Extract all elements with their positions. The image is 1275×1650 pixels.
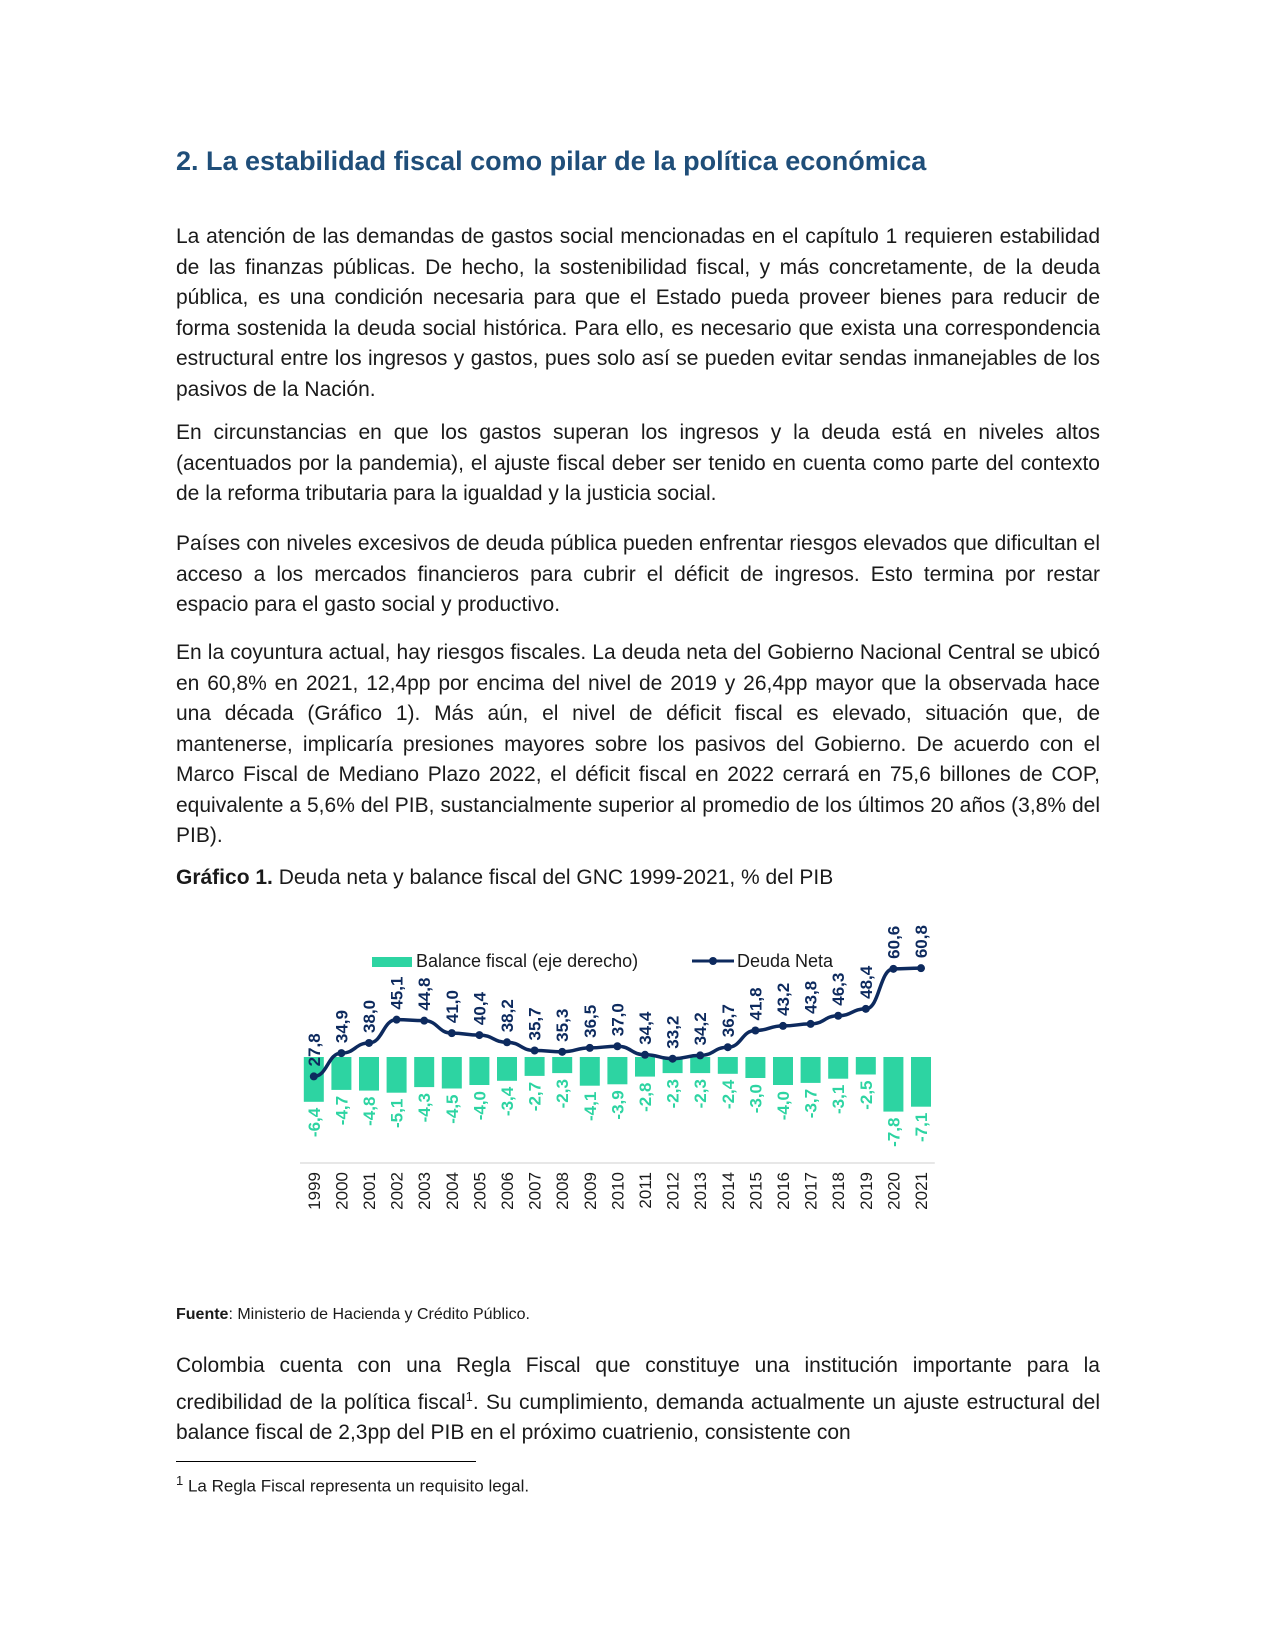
balance-bar-2020 [883,1057,903,1112]
x-tick-2019: 2019 [856,1172,876,1210]
chart-source-label: Fuente [176,1306,229,1323]
balance-bar-2015 [745,1057,765,1078]
paragraph-5 [176,1351,1100,1449]
debt-label-2012: 33,2 [663,1015,683,1049]
balance-bar-2008 [552,1057,572,1073]
debt-label-2008: 35,3 [553,1008,573,1042]
balance-bar-2016 [773,1057,793,1085]
balance-bar-2007 [525,1057,545,1076]
balance-bar-2018 [828,1057,848,1079]
balance-label-2014: -2,4 [718,1079,738,1110]
debt-label-2003: 44,8 [415,977,435,1011]
x-tick-2005: 2005 [470,1172,490,1210]
balance-bar-2003 [414,1057,434,1087]
x-tick-2011: 2011 [636,1172,655,1209]
balance-bar-2011 [635,1057,655,1077]
debt-point-2008 [558,1048,566,1056]
x-tick-2008: 2008 [553,1172,573,1210]
legend-marker-debt [709,957,717,965]
balance-label-2018: -3,1 [829,1084,849,1114]
debt-label-2014: 36,7 [718,1004,738,1038]
debt-label-2000: 34,9 [332,1010,352,1044]
balance-label-2004: -4,5 [442,1094,462,1124]
balance-bar-2002 [387,1057,407,1093]
debt-point-2007 [531,1047,539,1055]
legend-swatch-balance [372,957,412,967]
balance-bar-2017 [801,1057,821,1083]
balance-label-2016: -4,0 [774,1091,793,1121]
balance-label-2001: -4,8 [360,1096,379,1126]
debt-label-2021: 60,8 [912,925,931,959]
debt-point-2017 [807,1020,815,1028]
debt-label-2016: 43,2 [774,982,793,1016]
legend-label-debt: Deuda Neta [737,951,834,971]
chart-caption-label: Gráfico 1. [176,866,273,889]
chart-source [176,1306,530,1324]
debt-point-2014 [724,1043,732,1051]
balance-label-2009: -4,1 [580,1091,600,1121]
debt-point-2016 [779,1022,787,1030]
debt-point-2005 [475,1031,483,1039]
x-tick-2021: 2021 [912,1172,931,1210]
legend-label-balance: Balance fiscal (eje derecho) [416,951,639,971]
balance-bar-2010 [607,1057,627,1084]
x-tick-2012: 2012 [663,1172,683,1210]
debt-balance-chart [290,920,980,1245]
footnote-text: La Regla Fiscal representa un requisito legal. [183,1476,530,1496]
footnote [176,1473,529,1497]
paragraph-4: En la coyuntura actual, hay riesgos fiscales. La deuda neta del Gobierno Nacional Central se ubicó en 60,8% en 2021, 12,4pp por encima del nivel de 2019 y 26,4pp mayor que la observada hace una década (Gráfico 1). Más aún, el nivel de déficit fiscal es elevado, situación que, de mantenerse, implicaría presiones mayores sobre los pasivos del Gobierno. De acuerdo con el Marco Fiscal de Mediano Plazo 2022, el déficit fiscal en 2022 cerrará en 75,6 billones de COP, equivalente a 5,6% del PIB, sustancialmente superior al promedio de los últimos 20 años (3,8% del PIB). [176,641,1100,847]
balance-label-2002: -5,1 [387,1098,407,1128]
chart-source-text: : Ministerio de Hacienda y Crédito Público. [228,1306,530,1323]
debt-label-2006: 38,2 [498,999,517,1033]
x-tick-2004: 2004 [442,1172,462,1210]
balance-label-2007: -2,7 [525,1081,545,1112]
debt-point-2011 [641,1051,649,1059]
debt-label-2001: 38,0 [360,999,379,1033]
debt-point-2020 [889,965,897,973]
balance-bar-2000 [331,1057,351,1090]
paragraph-5-end: . Su cumplimiento, demanda actualmente un ajuste estructural del balance fiscal de 2,3pp del PIB en el próximo cuatrienio, consistente con [176,1390,1100,1444]
debt-point-2002 [393,1016,401,1024]
balance-label-2010: -3,9 [608,1090,628,1120]
x-tick-2000: 2000 [332,1172,352,1210]
debt-label-2004: 41,0 [442,990,462,1024]
x-tick-2001: 2001 [360,1172,379,1210]
balance-bar-2001 [359,1057,379,1091]
balance-label-2000: -4,7 [332,1095,352,1126]
debt-label-1999: 27,8 [304,1033,324,1067]
debt-point-2009 [586,1044,594,1052]
balance-label-2015: -3,0 [746,1084,766,1114]
x-tick-2014: 2014 [718,1172,738,1210]
debt-point-2001 [365,1039,373,1047]
debt-point-1999 [310,1072,318,1080]
x-tick-2007: 2007 [525,1172,545,1210]
debt-point-2004 [448,1029,456,1037]
balance-label-1999: -6,4 [304,1107,324,1138]
balance-label-2008: -2,3 [553,1079,573,1109]
debt-label-2015: 41,8 [746,987,766,1021]
debt-point-2000 [337,1049,345,1057]
debt-point-2018 [834,1012,842,1020]
balance-label-2019: -2,5 [856,1080,876,1110]
balance-label-2006: -3,4 [498,1086,517,1117]
paragraph-2: En circunstancias en que los gastos superan los ingresos y la deuda está en niveles altos (acentuados por la pandemia), el ajuste fiscal deber ser tenido en cuenta como parte del contexto de la reforma tributaria para la igualdad y la justicia social. [176,421,1100,505]
debt-label-2020: 60,6 [884,925,904,959]
debt-point-2019 [862,1005,870,1013]
debt-label-2018: 46,3 [829,972,849,1006]
chart-caption [176,866,833,890]
x-tick-1999: 1999 [304,1172,324,1210]
debt-point-2006 [503,1038,511,1046]
debt-point-2010 [613,1042,621,1050]
x-tick-2013: 2013 [691,1172,711,1210]
debt-point-2013 [696,1051,704,1059]
debt-label-2007: 35,7 [525,1007,545,1041]
balance-label-2021: -7,1 [912,1112,931,1142]
balance-label-2020: -7,8 [884,1117,904,1147]
balance-label-2003: -4,3 [415,1093,435,1123]
debt-label-2002: 45,1 [387,976,407,1010]
debt-label-2017: 43,8 [801,980,821,1014]
x-tick-2002: 2002 [387,1172,407,1210]
footnote-reference[interactable]: 1 [465,1388,473,1404]
x-tick-2015: 2015 [746,1172,766,1210]
balance-label-2011: -2,8 [636,1082,655,1112]
balance-label-2012: -2,3 [663,1079,683,1109]
debt-label-2019: 48,4 [856,965,876,999]
x-tick-2010: 2010 [608,1172,628,1210]
footnote-mark: 1 [176,1473,184,1488]
balance-bar-2021 [911,1057,931,1107]
x-tick-2009: 2009 [580,1172,600,1210]
debt-label-2013: 34,2 [691,1012,711,1046]
debt-point-2012 [669,1055,677,1063]
footnote-divider [176,1461,476,1462]
debt-label-2009: 36,5 [580,1004,600,1038]
paragraph-5-start: Colombia cuenta con una Regla Fiscal que constituye una institución importante para la credibilidad de la política fiscal [176,1354,1100,1414]
x-tick-2006: 2006 [498,1172,517,1210]
balance-bar-2019 [856,1057,876,1075]
paragraph-1: La atención de las demandas de gastos social mencionadas en el capítulo 1 requieren estabilidad de las finanzas públicas. De hecho, la sostenibilidad fiscal, y más concretamente, de la deuda pública, es una condición necesaria para que el Estado pueda proveer bienes para reducir de forma sostenida la deuda social histórica. Para ello, es necesario que exista una correspondencia estructural entre los ingresos y gastos, pues solo así se pueden evitar sendas inmanejables de los pasivos de la Nación. [176,225,1100,401]
balance-bar-2005 [469,1057,489,1085]
debt-point-2003 [420,1017,428,1025]
paragraph-3: Países con niveles excesivos de deuda pública pueden enfrentar riesgos elevados que dificultan el acceso a los mercados financieros para cubrir el déficit de ingresos. Esto termina por restar espacio para el gasto social y productivo. [176,532,1100,616]
x-tick-2020: 2020 [884,1172,904,1210]
x-tick-2016: 2016 [774,1172,793,1210]
debt-label-2011: 34,4 [636,1011,655,1045]
debt-label-2005: 40,4 [470,991,490,1026]
x-tick-2018: 2018 [829,1172,849,1210]
chart-caption-text: Deuda neta y balance fiscal del GNC 1999-2021, % del PIB [272,866,834,889]
debt-point-2021 [917,964,925,972]
balance-bar-2014 [718,1057,738,1074]
balance-label-2005: -4,0 [470,1091,490,1121]
balance-bar-2009 [580,1057,600,1086]
debt-point-2015 [751,1026,759,1034]
debt-label-2010: 37,0 [608,1003,628,1037]
balance-bar-2004 [442,1057,462,1089]
x-tick-2017: 2017 [801,1172,821,1210]
x-tick-2003: 2003 [415,1172,435,1210]
balance-label-2013: -2,3 [691,1079,711,1109]
balance-bar-2006 [497,1057,517,1081]
balance-label-2017: -3,7 [801,1088,821,1119]
section-heading: 2. La estabilidad fiscal como pilar de la política económica [176,146,927,176]
